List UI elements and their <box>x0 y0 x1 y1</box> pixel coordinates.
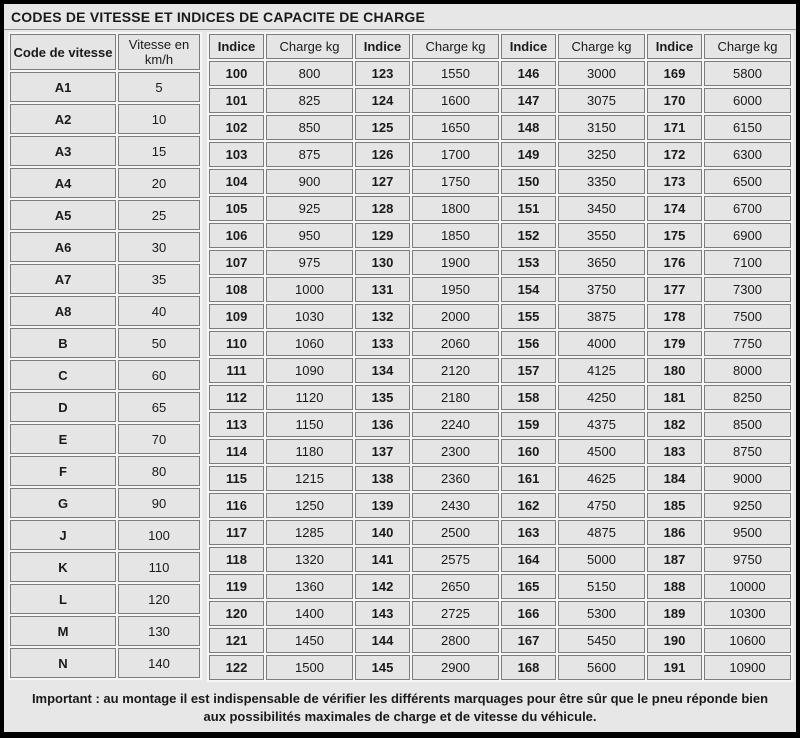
charge-cell: 10300 <box>704 601 791 626</box>
charge-cell: 1500 <box>266 655 353 680</box>
indice-cell: 131 <box>355 277 410 302</box>
indice-cell: 181 <box>647 385 702 410</box>
load-table-row <box>209 61 791 86</box>
indice-cell: 142 <box>355 574 410 599</box>
speed-table-row <box>10 72 200 102</box>
charge-cell: 3650 <box>558 250 645 275</box>
speed-table-row <box>10 296 200 326</box>
charge-cell: 7500 <box>704 304 791 329</box>
indice-cell: 101 <box>209 88 264 113</box>
charge-cell: 4000 <box>558 331 645 356</box>
charge-cell: 2000 <box>412 304 499 329</box>
indice-cell: 159 <box>501 412 556 437</box>
charge-cell: 6700 <box>704 196 791 221</box>
indice-cell: 100 <box>209 61 264 86</box>
indice-cell: 120 <box>209 601 264 626</box>
indice-cell: 161 <box>501 466 556 491</box>
load-table-row <box>209 574 791 599</box>
charge-cell: 4750 <box>558 493 645 518</box>
speed-value-cell: 25 <box>118 200 200 230</box>
indice-cell: 173 <box>647 169 702 194</box>
speed-code-cell: A4 <box>10 168 116 198</box>
charge-cell: 7300 <box>704 277 791 302</box>
indice-cell: 156 <box>501 331 556 356</box>
indice-cell: 182 <box>647 412 702 437</box>
load-table-row <box>209 601 791 626</box>
speed-code-cell: A2 <box>10 104 116 134</box>
indice-cell: 186 <box>647 520 702 545</box>
indice-cell: 185 <box>647 493 702 518</box>
indice-cell: 168 <box>501 655 556 680</box>
charge-header-cell: Charge kg <box>412 34 499 59</box>
charge-cell: 3000 <box>558 61 645 86</box>
charge-cell: 6900 <box>704 223 791 248</box>
speed-code-cell: G <box>10 488 116 518</box>
charge-cell: 1800 <box>412 196 499 221</box>
charge-cell: 4250 <box>558 385 645 410</box>
indice-cell: 152 <box>501 223 556 248</box>
indice-cell: 123 <box>355 61 410 86</box>
indice-cell: 167 <box>501 628 556 653</box>
charge-cell: 2575 <box>412 547 499 572</box>
charge-cell: 2800 <box>412 628 499 653</box>
charge-header-cell: Charge kg <box>558 34 645 59</box>
speed-table-header <box>10 34 200 70</box>
speed-value-cell: 90 <box>118 488 200 518</box>
speed-code-cell: A7 <box>10 264 116 294</box>
speed-code-cell: L <box>10 584 116 614</box>
charge-cell: 1250 <box>266 493 353 518</box>
indice-cell: 175 <box>647 223 702 248</box>
indice-cell: 172 <box>647 142 702 167</box>
speed-table-row <box>10 584 200 614</box>
charge-cell: 1285 <box>266 520 353 545</box>
speed-table-row <box>10 552 200 582</box>
charge-cell: 800 <box>266 61 353 86</box>
speed-value-cell: 5 <box>118 72 200 102</box>
indice-cell: 162 <box>501 493 556 518</box>
speed-code-cell: K <box>10 552 116 582</box>
speed-table-row <box>10 648 200 678</box>
speed-code-cell: J <box>10 520 116 550</box>
charge-cell: 1550 <box>412 61 499 86</box>
charge-cell: 1750 <box>412 169 499 194</box>
charge-cell: 875 <box>266 142 353 167</box>
indice-cell: 154 <box>501 277 556 302</box>
indice-cell: 102 <box>209 115 264 140</box>
speed-table-row <box>10 200 200 230</box>
indice-cell: 144 <box>355 628 410 653</box>
charge-cell: 4625 <box>558 466 645 491</box>
indice-cell: 170 <box>647 88 702 113</box>
indice-cell: 122 <box>209 655 264 680</box>
speed-code-cell: M <box>10 616 116 646</box>
charge-cell: 1215 <box>266 466 353 491</box>
charge-cell: 8250 <box>704 385 791 410</box>
load-table-row <box>209 628 791 653</box>
speed-value-cell: 130 <box>118 616 200 646</box>
charge-cell: 10000 <box>704 574 791 599</box>
indice-cell: 163 <box>501 520 556 545</box>
speed-table-row <box>10 360 200 390</box>
charge-cell: 10600 <box>704 628 791 653</box>
load-table-header-row <box>209 34 791 59</box>
indice-cell: 189 <box>647 601 702 626</box>
speed-table-row <box>10 424 200 454</box>
charge-cell: 1060 <box>266 331 353 356</box>
charge-cell: 8500 <box>704 412 791 437</box>
indice-cell: 107 <box>209 250 264 275</box>
indice-cell: 127 <box>355 169 410 194</box>
indice-cell: 130 <box>355 250 410 275</box>
indice-cell: 138 <box>355 466 410 491</box>
indice-cell: 114 <box>209 439 264 464</box>
indice-cell: 180 <box>647 358 702 383</box>
indice-cell: 179 <box>647 331 702 356</box>
load-table-header <box>209 34 791 59</box>
charge-cell: 6150 <box>704 115 791 140</box>
load-table-row <box>209 169 791 194</box>
indice-cell: 188 <box>647 574 702 599</box>
important-note: Important : au montage il est indispensable de vérifier les différents marquages pour être sûr que le pneu réponde bien aux possibilités maximales de charge et de vitesse du véhicule. <box>31 691 769 725</box>
speed-value-cell: 15 <box>118 136 200 166</box>
charge-cell: 900 <box>266 169 353 194</box>
charge-cell: 3075 <box>558 88 645 113</box>
charge-cell: 3450 <box>558 196 645 221</box>
charge-cell: 9500 <box>704 520 791 545</box>
charge-cell: 2360 <box>412 466 499 491</box>
charge-cell: 2500 <box>412 520 499 545</box>
indice-cell: 151 <box>501 196 556 221</box>
indice-cell: 158 <box>501 385 556 410</box>
indice-cell: 183 <box>647 439 702 464</box>
indice-cell: 132 <box>355 304 410 329</box>
charge-cell: 9750 <box>704 547 791 572</box>
indice-header-cell: Indice <box>355 34 410 59</box>
indice-cell: 103 <box>209 142 264 167</box>
charge-cell: 2725 <box>412 601 499 626</box>
indice-cell: 119 <box>209 574 264 599</box>
load-table-row <box>209 250 791 275</box>
speed-value-cell: 110 <box>118 552 200 582</box>
charge-cell: 2240 <box>412 412 499 437</box>
charge-cell: 7750 <box>704 331 791 356</box>
speed-code-cell: E <box>10 424 116 454</box>
load-table-row <box>209 493 791 518</box>
charge-cell: 1400 <box>266 601 353 626</box>
indice-cell: 165 <box>501 574 556 599</box>
page-title: CODES DE VITESSE ET INDICES DE CAPACITE DE CHARGE <box>4 4 796 30</box>
indice-cell: 149 <box>501 142 556 167</box>
speed-value-cell: 140 <box>118 648 200 678</box>
speed-code-cell: A6 <box>10 232 116 262</box>
charge-cell: 3350 <box>558 169 645 194</box>
charge-cell: 1360 <box>266 574 353 599</box>
charge-cell: 1150 <box>266 412 353 437</box>
speed-value-cell: 80 <box>118 456 200 486</box>
speed-code-cell: N <box>10 648 116 678</box>
charge-cell: 3875 <box>558 304 645 329</box>
charge-cell: 6000 <box>704 88 791 113</box>
charge-cell: 4875 <box>558 520 645 545</box>
speed-code-header-cell: Code de vitesse <box>10 34 116 70</box>
indice-header-cell: Indice <box>209 34 264 59</box>
indice-cell: 169 <box>647 61 702 86</box>
load-table-row <box>209 196 791 221</box>
indice-cell: 133 <box>355 331 410 356</box>
indice-cell: 104 <box>209 169 264 194</box>
load-table-row <box>209 88 791 113</box>
charge-cell: 950 <box>266 223 353 248</box>
charge-cell: 850 <box>266 115 353 140</box>
speed-table-row <box>10 328 200 358</box>
charge-cell: 2430 <box>412 493 499 518</box>
speed-code-cell: A5 <box>10 200 116 230</box>
indice-cell: 160 <box>501 439 556 464</box>
indice-cell: 116 <box>209 493 264 518</box>
speed-code-cell: A1 <box>10 72 116 102</box>
speed-table-header-row <box>10 34 200 70</box>
speed-code-cell: A3 <box>10 136 116 166</box>
load-table-row <box>209 655 791 680</box>
indice-header-cell: Indice <box>501 34 556 59</box>
charge-cell: 3550 <box>558 223 645 248</box>
speed-value-cell: 40 <box>118 296 200 326</box>
charge-cell: 9000 <box>704 466 791 491</box>
speed-table-row <box>10 136 200 166</box>
speed-code-cell: D <box>10 392 116 422</box>
indice-cell: 118 <box>209 547 264 572</box>
speed-code-cell: B <box>10 328 116 358</box>
indice-cell: 115 <box>209 466 264 491</box>
speed-value-cell: 70 <box>118 424 200 454</box>
indice-cell: 110 <box>209 331 264 356</box>
charge-cell: 1900 <box>412 250 499 275</box>
charge-cell: 5600 <box>558 655 645 680</box>
indice-cell: 125 <box>355 115 410 140</box>
indice-cell: 150 <box>501 169 556 194</box>
speed-value-cell: 35 <box>118 264 200 294</box>
charge-cell: 7100 <box>704 250 791 275</box>
speed-table-row <box>10 168 200 198</box>
speed-code-cell: A8 <box>10 296 116 326</box>
charge-cell: 1320 <box>266 547 353 572</box>
charge-cell: 1180 <box>266 439 353 464</box>
charge-cell: 1090 <box>266 358 353 383</box>
indice-cell: 164 <box>501 547 556 572</box>
indice-cell: 155 <box>501 304 556 329</box>
charge-cell: 8750 <box>704 439 791 464</box>
load-table-row <box>209 520 791 545</box>
speed-value-cell: 50 <box>118 328 200 358</box>
indice-cell: 177 <box>647 277 702 302</box>
indice-cell: 190 <box>647 628 702 653</box>
indice-cell: 108 <box>209 277 264 302</box>
indice-cell: 187 <box>647 547 702 572</box>
speed-table-row <box>10 264 200 294</box>
indice-header-cell: Indice <box>647 34 702 59</box>
charge-cell: 2180 <box>412 385 499 410</box>
indice-cell: 143 <box>355 601 410 626</box>
indice-cell: 134 <box>355 358 410 383</box>
charge-cell: 1600 <box>412 88 499 113</box>
load-table-row <box>209 304 791 329</box>
charge-header-cell: Charge kg <box>266 34 353 59</box>
charge-cell: 3750 <box>558 277 645 302</box>
indice-cell: 135 <box>355 385 410 410</box>
indice-cell: 129 <box>355 223 410 248</box>
indice-cell: 121 <box>209 628 264 653</box>
indice-cell: 157 <box>501 358 556 383</box>
charge-cell: 3150 <box>558 115 645 140</box>
indice-cell: 147 <box>501 88 556 113</box>
charge-cell: 5000 <box>558 547 645 572</box>
speed-table-row <box>10 232 200 262</box>
speed-table-row <box>10 104 200 134</box>
load-table-row <box>209 277 791 302</box>
load-table-row <box>209 439 791 464</box>
load-table-row <box>209 358 791 383</box>
speed-table-row <box>10 488 200 518</box>
speed-table-row <box>10 520 200 550</box>
indice-cell: 166 <box>501 601 556 626</box>
indice-cell: 113 <box>209 412 264 437</box>
charge-cell: 825 <box>266 88 353 113</box>
indice-cell: 176 <box>647 250 702 275</box>
load-table-row <box>209 466 791 491</box>
charge-cell: 5150 <box>558 574 645 599</box>
charge-cell: 6500 <box>704 169 791 194</box>
charge-cell: 2300 <box>412 439 499 464</box>
tables-area <box>4 30 796 682</box>
indice-cell: 112 <box>209 385 264 410</box>
speed-code-table <box>8 32 202 680</box>
speed-table-row <box>10 392 200 422</box>
charge-cell: 4500 <box>558 439 645 464</box>
charge-cell: 1650 <box>412 115 499 140</box>
charge-cell: 1120 <box>266 385 353 410</box>
charge-cell: 9250 <box>704 493 791 518</box>
load-table-row <box>209 412 791 437</box>
indice-cell: 141 <box>355 547 410 572</box>
load-index-table <box>207 32 793 682</box>
charge-cell: 8000 <box>704 358 791 383</box>
speed-table-row <box>10 456 200 486</box>
indice-cell: 128 <box>355 196 410 221</box>
indice-cell: 174 <box>647 196 702 221</box>
speed-kmh-header-cell: Vitesse en km/h <box>118 34 200 70</box>
indice-cell: 191 <box>647 655 702 680</box>
speed-table-row <box>10 616 200 646</box>
load-table-row <box>209 331 791 356</box>
load-table-row <box>209 385 791 410</box>
load-table-row <box>209 223 791 248</box>
indice-cell: 105 <box>209 196 264 221</box>
charge-cell: 6300 <box>704 142 791 167</box>
charge-cell: 3250 <box>558 142 645 167</box>
charge-cell: 2060 <box>412 331 499 356</box>
charge-cell: 1030 <box>266 304 353 329</box>
charge-cell: 975 <box>266 250 353 275</box>
charge-cell: 1700 <box>412 142 499 167</box>
speed-code-cell: C <box>10 360 116 390</box>
speed-value-cell: 120 <box>118 584 200 614</box>
indice-cell: 117 <box>209 520 264 545</box>
charge-cell: 1000 <box>266 277 353 302</box>
charge-cell: 4375 <box>558 412 645 437</box>
charge-cell: 1950 <box>412 277 499 302</box>
speed-table-body <box>10 72 200 678</box>
charge-cell: 4125 <box>558 358 645 383</box>
indice-cell: 126 <box>355 142 410 167</box>
charge-cell: 925 <box>266 196 353 221</box>
charge-cell: 2900 <box>412 655 499 680</box>
speed-value-cell: 30 <box>118 232 200 262</box>
indice-cell: 136 <box>355 412 410 437</box>
speed-value-cell: 20 <box>118 168 200 198</box>
charge-cell: 2650 <box>412 574 499 599</box>
load-table-row <box>209 115 791 140</box>
indice-cell: 184 <box>647 466 702 491</box>
indice-cell: 178 <box>647 304 702 329</box>
indice-cell: 153 <box>501 250 556 275</box>
indice-cell: 148 <box>501 115 556 140</box>
speed-code-cell: F <box>10 456 116 486</box>
speed-value-cell: 65 <box>118 392 200 422</box>
indice-cell: 109 <box>209 304 264 329</box>
indice-cell: 139 <box>355 493 410 518</box>
charge-cell: 1850 <box>412 223 499 248</box>
load-table-body <box>209 61 791 680</box>
charge-cell: 2120 <box>412 358 499 383</box>
indice-cell: 171 <box>647 115 702 140</box>
charge-cell: 5450 <box>558 628 645 653</box>
indice-cell: 140 <box>355 520 410 545</box>
load-table-row <box>209 142 791 167</box>
indice-cell: 106 <box>209 223 264 248</box>
charge-cell: 10900 <box>704 655 791 680</box>
speed-value-cell: 60 <box>118 360 200 390</box>
indice-cell: 111 <box>209 358 264 383</box>
indice-cell: 146 <box>501 61 556 86</box>
load-table-row <box>209 547 791 572</box>
speed-value-cell: 100 <box>118 520 200 550</box>
indice-cell: 145 <box>355 655 410 680</box>
charge-cell: 1450 <box>266 628 353 653</box>
indice-cell: 124 <box>355 88 410 113</box>
charge-cell: 5800 <box>704 61 791 86</box>
indice-cell: 137 <box>355 439 410 464</box>
charge-cell: 5300 <box>558 601 645 626</box>
speed-value-cell: 10 <box>118 104 200 134</box>
charge-header-cell: Charge kg <box>704 34 791 59</box>
